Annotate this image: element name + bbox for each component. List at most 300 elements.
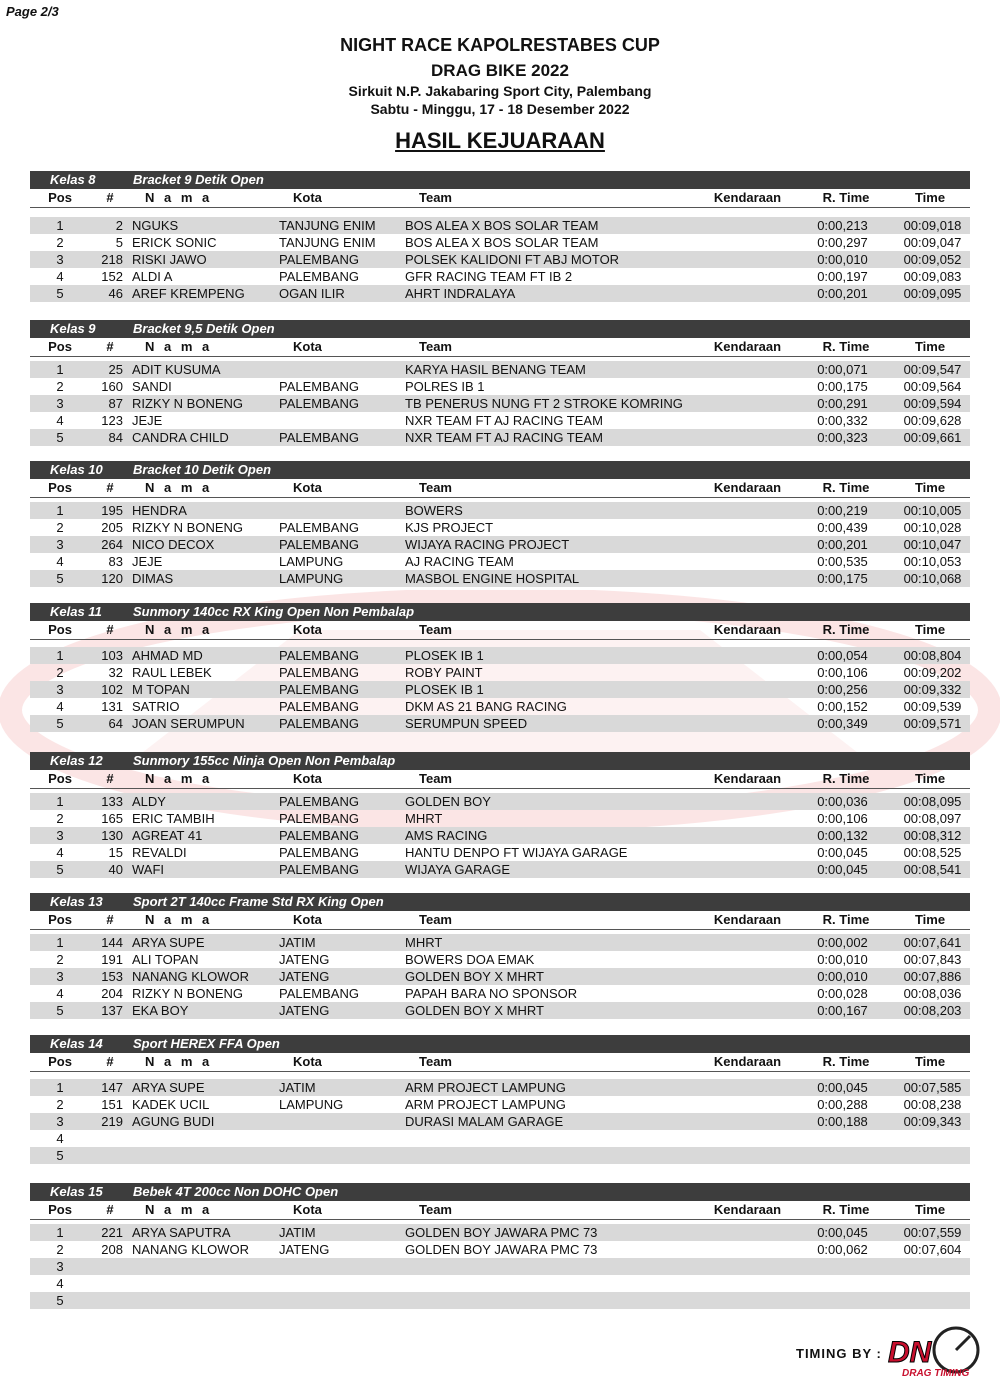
cell-no: 40 [108, 862, 123, 877]
cell-pos: 3 [56, 252, 64, 267]
cell-team: KJS PROJECT [405, 520, 494, 535]
cell-pos: 2 [56, 665, 64, 680]
column-header-time: Time [914, 339, 946, 354]
result-row [30, 810, 970, 827]
cell-team: TB PENERUS NUNG FT 2 STROKE KOMRING [405, 396, 683, 411]
column-header-nama: N a m a [145, 190, 213, 205]
cell-nama: ARYA SUPE [132, 935, 205, 950]
column-header-time: Time [914, 1202, 946, 1217]
column-header-nama: N a m a [145, 771, 213, 786]
column-header-kota: Kota [293, 339, 322, 354]
cell-pos: 2 [56, 952, 64, 967]
cell-kota: PALEMBANG [279, 828, 359, 843]
cell-pos: 5 [56, 430, 64, 445]
cell-time: 00:10,028 [903, 520, 962, 535]
cell-rt: 0:00,010 [817, 952, 868, 967]
cell-rt: 0:00,045 [817, 862, 868, 877]
cell-time: 00:08,525 [903, 845, 962, 860]
cell-rt: 0:00,045 [817, 845, 868, 860]
cell-rt: 0:00,054 [817, 648, 868, 663]
cell-pos: 4 [56, 1131, 64, 1146]
cell-rt: 0:00,188 [817, 1114, 868, 1129]
column-header-pos: Pos [48, 1054, 72, 1069]
cell-no: 219 [101, 1114, 123, 1129]
result-row [30, 234, 970, 251]
cell-time: 00:08,238 [903, 1097, 962, 1112]
column-header-row [30, 1053, 970, 1072]
cell-pos: 5 [56, 1148, 64, 1163]
cell-rt: 0:00,439 [817, 520, 868, 535]
result-row [30, 793, 970, 810]
column-header-team: Team [419, 339, 452, 354]
cell-no: 46 [108, 286, 123, 301]
cell-team: HANTU DENPO FT WIJAYA GARAGE [405, 845, 628, 860]
cell-rt: 0:00,106 [817, 811, 868, 826]
cell-no: 64 [108, 716, 123, 731]
cell-pos: 3 [56, 969, 64, 984]
cell-pos: 4 [56, 1276, 64, 1291]
cell-time: 00:08,036 [903, 986, 962, 1001]
cell-no: 133 [101, 794, 123, 809]
cell-time: 00:07,559 [903, 1225, 962, 1240]
cell-kota: JATENG [279, 1003, 330, 1018]
class-header-bar [30, 1035, 970, 1053]
column-header-kend: Kendaraan [713, 480, 782, 495]
column-header-time: Time [914, 480, 946, 495]
result-row [30, 715, 970, 732]
cell-pos: 1 [56, 218, 64, 233]
cell-nama: JOAN SERUMPUN [132, 716, 245, 731]
cell-kota: JATIM [279, 1225, 316, 1240]
cell-time: 00:09,018 [903, 218, 962, 233]
cell-team: BOWERS [405, 503, 463, 518]
column-header-kota: Kota [293, 190, 322, 205]
cell-kota: PALEMBANG [279, 699, 359, 714]
class-title: Sunmory 140cc RX King Open Non Pembalap [133, 604, 415, 619]
cell-rt: 0:00,175 [817, 571, 868, 586]
cell-rt: 0:00,002 [817, 935, 868, 950]
cell-nama: ARYA SAPUTRA [132, 1225, 231, 1240]
cell-time: 00:09,539 [903, 699, 962, 714]
column-header-pos: Pos [48, 622, 72, 637]
cell-rt: 0:00,132 [817, 828, 868, 843]
cell-time: 00:07,641 [903, 935, 962, 950]
cell-no: 264 [101, 537, 123, 552]
cell-team: ARM PROJECT LAMPUNG [405, 1097, 566, 1112]
cell-team: MHRT [405, 811, 443, 826]
cell-kota: PALEMBANG [279, 986, 359, 1001]
section-spacer [30, 208, 970, 217]
column-header-kend: Kendaraan [713, 1054, 782, 1069]
cell-pos: 1 [56, 648, 64, 663]
class-label: Kelas 10 [50, 462, 103, 477]
result-row [30, 285, 970, 302]
class-header-bar [30, 1183, 970, 1201]
cell-no: 120 [101, 571, 123, 586]
result-row [30, 1241, 970, 1258]
result-row [30, 968, 970, 985]
cell-rt: 0:00,167 [817, 1003, 868, 1018]
cell-no: 218 [101, 252, 123, 267]
column-header-time: Time [914, 1054, 946, 1069]
column-header-pos: Pos [48, 1202, 72, 1217]
column-header-kend: Kendaraan [713, 622, 782, 637]
cell-nama: AHMAD MD [132, 648, 203, 663]
cell-nama: ADIT KUSUMA [132, 362, 221, 377]
cell-nama: KADEK UCIL [132, 1097, 210, 1112]
cell-time: 00:10,068 [903, 571, 962, 586]
result-row [30, 664, 970, 681]
cell-rt: 0:00,349 [817, 716, 868, 731]
cell-team: AJ RACING TEAM [405, 554, 514, 569]
cell-rt: 0:00,036 [817, 794, 868, 809]
result-row [30, 827, 970, 844]
cell-rt: 0:00,045 [817, 1225, 868, 1240]
cell-nama: NGUKS [132, 218, 179, 233]
logo-subtext: DRAG TIMING [902, 1368, 970, 1379]
cell-time: 00:08,541 [903, 862, 962, 877]
cell-nama: RIZKY N BONENG [132, 986, 244, 1001]
cell-time: 00:09,202 [903, 665, 962, 680]
cell-nama: ALDI A [132, 269, 173, 284]
event-venue: Sirkuit N.P. Jakabaring Sport City, Palembang [348, 83, 652, 99]
cell-kota: LAMPUNG [279, 571, 344, 586]
column-header-rt: R. Time [822, 622, 870, 637]
cell-rt: 0:00,106 [817, 665, 868, 680]
result-row [30, 519, 970, 536]
cell-time: 00:09,052 [903, 252, 962, 267]
column-header-kota: Kota [293, 480, 322, 495]
cell-kota: LAMPUNG [279, 554, 344, 569]
column-header-rt: R. Time [822, 480, 870, 495]
class-label: Kelas 9 [50, 321, 96, 336]
cell-team: ARM PROJECT LAMPUNG [405, 1080, 566, 1095]
column-header-kend: Kendaraan [713, 912, 782, 927]
cell-team: GOLDEN BOY X MHRT [405, 969, 544, 984]
cell-nama: ALDY [132, 794, 166, 809]
cell-kota: PALEMBANG [279, 811, 359, 826]
column-header-team: Team [419, 912, 452, 927]
cell-nama: WAFI [132, 862, 165, 877]
cell-rt: 0:00,062 [817, 1242, 868, 1257]
cell-team: WIJAYA RACING PROJECT [405, 537, 570, 552]
cell-rt: 0:00,256 [817, 682, 868, 697]
cell-nama: EKA BOY [132, 1003, 189, 1018]
result-row [30, 698, 970, 715]
cell-pos: 4 [56, 986, 64, 1001]
cell-no: 130 [101, 828, 123, 843]
class-title: Bebek 4T 200cc Non DOHC Open [133, 1184, 339, 1199]
column-header-kend: Kendaraan [713, 1202, 782, 1217]
class-section [30, 1183, 970, 1309]
cell-no: 208 [101, 1242, 123, 1257]
cell-pos: 2 [56, 235, 64, 250]
cell-pos: 5 [56, 1003, 64, 1018]
column-header-kend: Kendaraan [713, 190, 782, 205]
cell-rt: 0:00,219 [817, 503, 868, 518]
cell-no: 84 [108, 430, 123, 445]
cell-pos: 5 [56, 571, 64, 586]
column-header-team: Team [419, 480, 452, 495]
cell-time: 00:08,203 [903, 1003, 962, 1018]
result-row [30, 1224, 970, 1241]
section-spacer [30, 640, 970, 647]
column-header-time: Time [914, 771, 946, 786]
result-row [30, 217, 970, 234]
column-header-no: # [106, 190, 114, 205]
column-header-nama: N a m a [145, 1054, 213, 1069]
cell-nama: JEJE [132, 554, 163, 569]
cell-kota: PALEMBANG [279, 665, 359, 680]
cell-no: 153 [101, 969, 123, 984]
result-row [30, 251, 970, 268]
cell-kota: PALEMBANG [279, 794, 359, 809]
result-row [30, 412, 970, 429]
cell-pos: 1 [56, 362, 64, 377]
cell-no: 144 [101, 935, 123, 950]
cell-team: MASBOL ENGINE HOSPITAL [405, 571, 580, 586]
result-row [30, 1096, 970, 1113]
results-heading: HASIL KEJUARAAN [395, 128, 605, 153]
result-row [30, 502, 970, 519]
page-number: Page 2/3 [6, 4, 59, 19]
cell-no: 191 [101, 952, 123, 967]
cell-kota: JATENG [279, 969, 330, 984]
column-header-no: # [106, 912, 114, 927]
cell-no: 15 [108, 845, 123, 860]
column-header-kota: Kota [293, 1054, 322, 1069]
result-row [30, 951, 970, 968]
class-header-bar [30, 320, 970, 338]
cell-team: BOS ALEA X BOS SOLAR TEAM [405, 218, 599, 233]
cell-no: 25 [108, 362, 123, 377]
class-header-bar [30, 752, 970, 770]
cell-team: ROBY PAINT [405, 665, 483, 680]
column-header-kota: Kota [293, 622, 322, 637]
cell-team: PAPAH BARA NO SPONSOR [405, 986, 578, 1001]
cell-team: SERUMPUN SPEED [405, 716, 528, 731]
cell-team: NXR TEAM FT AJ RACING TEAM [405, 413, 603, 428]
column-header-pos: Pos [48, 480, 72, 495]
cell-no: 102 [101, 682, 123, 697]
column-header-team: Team [419, 1054, 452, 1069]
cell-kota: OGAN ILIR [279, 286, 345, 301]
logo-mark: DN [888, 1336, 932, 1369]
class-title: Sunmory 155cc Ninja Open Non Pembalap [133, 753, 396, 768]
cell-kota: TANJUNG ENIM [279, 218, 376, 233]
class-header-bar [30, 893, 970, 911]
column-header-pos: Pos [48, 912, 72, 927]
column-header-time: Time [914, 912, 946, 927]
cell-no: 205 [101, 520, 123, 535]
cell-nama: NICO DECOX [132, 537, 215, 552]
cell-team: GOLDEN BOY [405, 794, 491, 809]
cell-team: POLRES IB 1 [405, 379, 485, 394]
cell-team: BOWERS DOA EMAK [405, 952, 535, 967]
column-header-no: # [106, 480, 114, 495]
result-row [30, 536, 970, 553]
result-row [30, 934, 970, 951]
cell-no: 2 [115, 218, 123, 233]
cell-kota: JATIM [279, 1080, 316, 1095]
column-header-no: # [106, 771, 114, 786]
cell-team: BOS ALEA X BOS SOLAR TEAM [405, 235, 599, 250]
cell-no: 221 [101, 1225, 123, 1240]
cell-rt: 0:00,010 [817, 969, 868, 984]
cell-team: GOLDEN BOY JAWARA PMC 73 [405, 1225, 598, 1240]
cell-nama: JEJE [132, 413, 163, 428]
cell-pos: 4 [56, 699, 64, 714]
cell-pos: 3 [56, 828, 64, 843]
column-header-team: Team [419, 1202, 452, 1217]
cell-nama: RAUL LEBEK [132, 665, 212, 680]
cell-time: 00:07,886 [903, 969, 962, 984]
cell-nama: NANANG KLOWOR [132, 1242, 250, 1257]
cell-pos: 4 [56, 413, 64, 428]
result-row [30, 1079, 970, 1096]
class-title: Sport HEREX FFA Open [133, 1036, 280, 1051]
cell-kota: PALEMBANG [279, 520, 359, 535]
result-row [30, 681, 970, 698]
cell-team: NXR TEAM FT AJ RACING TEAM [405, 430, 603, 445]
cell-pos: 4 [56, 269, 64, 284]
class-header-bar [30, 461, 970, 479]
cell-nama: AREF KREMPENG [132, 286, 245, 301]
column-header-rt: R. Time [822, 339, 870, 354]
cell-pos: 1 [56, 935, 64, 950]
cell-time: 00:08,097 [903, 811, 962, 826]
column-header-rt: R. Time [822, 1202, 870, 1217]
cell-no: 32 [108, 665, 123, 680]
cell-kota: PALEMBANG [279, 648, 359, 663]
cell-time: 00:10,047 [903, 537, 962, 552]
cell-rt: 0:00,297 [817, 235, 868, 250]
section-spacer [30, 1072, 970, 1079]
cell-time: 00:08,312 [903, 828, 962, 843]
cell-rt: 0:00,010 [817, 252, 868, 267]
cell-team: AHRT INDRALAYA [405, 286, 516, 301]
cell-no: 83 [108, 554, 123, 569]
cell-team: GOLDEN BOY X MHRT [405, 1003, 544, 1018]
cell-team: POLSEK KALIDONI FT ABJ MOTOR [405, 252, 620, 267]
cell-time: 00:09,047 [903, 235, 962, 250]
cell-rt: 0:00,028 [817, 986, 868, 1001]
column-header-pos: Pos [48, 771, 72, 786]
cell-team: MHRT [405, 935, 443, 950]
cell-team: PLOSEK IB 1 [405, 648, 484, 663]
cell-time: 00:09,628 [903, 413, 962, 428]
cell-time: 00:10,005 [903, 503, 962, 518]
cell-nama: RISKI JAWO [132, 252, 207, 267]
cell-pos: 4 [56, 845, 64, 860]
cell-nama: ALI TOPAN [132, 952, 199, 967]
result-row [30, 1275, 970, 1292]
column-header-kota: Kota [293, 1202, 322, 1217]
cell-rt: 0:00,288 [817, 1097, 868, 1112]
column-header-nama: N a m a [145, 1202, 213, 1217]
event-title: NIGHT RACE KAPOLRESTABES CUP [340, 35, 660, 55]
cell-no: 195 [101, 503, 123, 518]
result-row [30, 553, 970, 570]
cell-kota: PALEMBANG [279, 269, 359, 284]
cell-pos: 1 [56, 794, 64, 809]
column-header-nama: N a m a [145, 480, 213, 495]
cell-no: 5 [115, 235, 123, 250]
cell-pos: 3 [56, 682, 64, 697]
class-title: Bracket 9,5 Detik Open [133, 321, 275, 336]
cell-time: 00:09,594 [903, 396, 962, 411]
cell-time: 00:09,571 [903, 716, 962, 731]
class-title: Sport 2T 140cc Frame Std RX King Open [133, 894, 384, 909]
class-section [30, 893, 970, 1019]
cell-kota: PALEMBANG [279, 430, 359, 445]
column-header-no: # [106, 1054, 114, 1069]
cell-no: 131 [101, 699, 123, 714]
cell-pos: 5 [56, 286, 64, 301]
column-header-row [30, 1201, 970, 1220]
cell-no: 165 [101, 811, 123, 826]
cell-kota: PALEMBANG [279, 252, 359, 267]
result-row [30, 1292, 970, 1309]
column-header-time: Time [914, 190, 946, 205]
column-header-rt: R. Time [822, 912, 870, 927]
cell-nama: AGREAT 41 [132, 828, 203, 843]
cell-kota: PALEMBANG [279, 396, 359, 411]
class-header-bar [30, 603, 970, 621]
result-row [30, 985, 970, 1002]
column-header-no: # [106, 622, 114, 637]
result-row [30, 861, 970, 878]
class-section [30, 1035, 970, 1164]
cell-team: DURASI MALAM GARAGE [405, 1114, 564, 1129]
cell-team: DKM AS 21 BANG RACING [405, 699, 567, 714]
cell-no: 147 [101, 1080, 123, 1095]
cell-rt: 0:00,291 [817, 396, 868, 411]
cell-rt: 0:00,152 [817, 699, 868, 714]
cell-no: 103 [101, 648, 123, 663]
cell-nama: REVALDI [132, 845, 187, 860]
cell-nama: SANDI [132, 379, 172, 394]
cell-time: 00:07,843 [903, 952, 962, 967]
cell-pos: 3 [56, 1259, 64, 1274]
result-row [30, 378, 970, 395]
column-header-row [30, 189, 970, 208]
cell-time: 00:09,332 [903, 682, 962, 697]
cell-pos: 5 [56, 1293, 64, 1308]
cell-time: 00:07,604 [903, 1242, 962, 1257]
cell-rt: 0:00,201 [817, 286, 868, 301]
event-date: Sabtu - Minggu, 17 - 18 Desember 2022 [370, 101, 630, 117]
cell-nama: SATRIO [132, 699, 180, 714]
cell-time: 00:09,083 [903, 269, 962, 284]
cell-team: AMS RACING [405, 828, 488, 843]
cell-kota: PALEMBANG [279, 862, 359, 877]
cell-no: 137 [101, 1003, 123, 1018]
timing-credit [796, 1326, 986, 1380]
cell-rt: 0:00,535 [817, 554, 868, 569]
class-label: Kelas 12 [50, 753, 103, 768]
column-header-kota: Kota [293, 912, 322, 927]
column-header-rt: R. Time [822, 1054, 870, 1069]
cell-kota: PALEMBANG [279, 682, 359, 697]
cell-nama: NANANG KLOWOR [132, 969, 250, 984]
cell-nama: CANDRA CHILD [132, 430, 229, 445]
column-header-rt: R. Time [822, 190, 870, 205]
cell-no: 87 [108, 396, 123, 411]
column-header-no: # [106, 1202, 114, 1217]
cell-pos: 5 [56, 716, 64, 731]
result-row [30, 1258, 970, 1275]
